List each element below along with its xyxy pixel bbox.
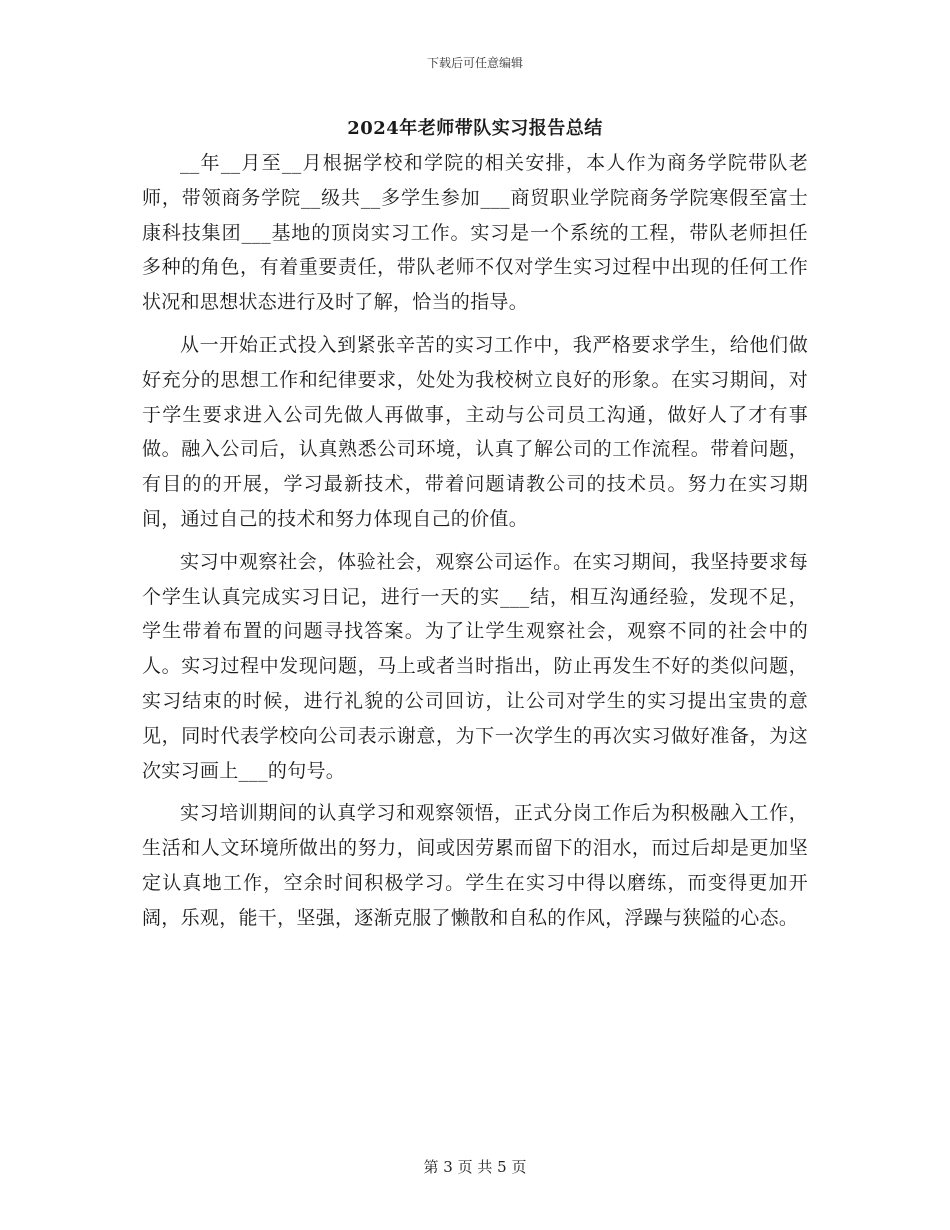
document-title: 2024年老师带队实习报告总结 <box>347 118 603 139</box>
paragraph-1: __年__月至__月根据学校和学院的相关安排，本人作为商务学院带队老师，带领商务学院__级共__多学生参加___商贸职业学院商务学院寒假至富士康科技集团___基地的顶岗实习工作。实习是一个系统的工程，带队老师担任多种的角色，有着重要责任，带队老师不仅对学生实习过程中出现的任何工作状况和思想状态进行及时了解，恰当的指导。 <box>142 152 808 314</box>
paragraph-3: 实习中观察社会，体验社会，观察公司运作。在实习期间，我坚持要求每个学生认真完成实习日记，进行一天的实___结，相互沟通经验，发现不足，学生带着布置的问题寻找答案。为了让学生观察社会，观察不同的社会中的人。实习过程中发现问题，马上或者当时指出，防止再发生不好的类似问题，实习结束的时候，进行礼貌的公司回访，让公司对学生的实习提出宝贵的意见，同时代表学校向公司表示谢意，为下一次学生的再次实习做好准备，为这次实习画上___的句号。 <box>142 550 808 782</box>
paragraph-2: 从一开始正式投入到紧张辛苦的实习工作中，我严格要求学生，给他们做好充分的思想工作和纪律要求，处处为我校树立良好的形象。在实习期间，对于学生要求进入公司先做人再做事，主动与公司员工沟通，做好人了才有事做。融入公司后，认真熟悉公司环境，认真了解公司的工作流程。带着问题，有目的的开展，学习最新技术，带着问题请教公司的技术员。努力在实习期间，通过自己的技术和努力体现自己的价值。 <box>142 333 808 530</box>
paragraph-4: 实习培训期间的认真学习和观察领悟，正式分岗工作后为积极融入工作，生活和人文环境所做出的努力，间或因劳累而留下的泪水，而过后却是更加坚定认真地工作，空余时间积极学习。学生在实习中得以磨练，而变得更加开阔，乐观，能干，坚强，逐渐克服了懒散和自私的作风，浮躁与狭隘的心态。 <box>142 802 808 929</box>
header-note: 下载后可任意编辑 <box>426 56 523 70</box>
document-body <box>142 146 808 936</box>
page-number: 第 3 页 共 5 页 <box>423 1158 527 1176</box>
